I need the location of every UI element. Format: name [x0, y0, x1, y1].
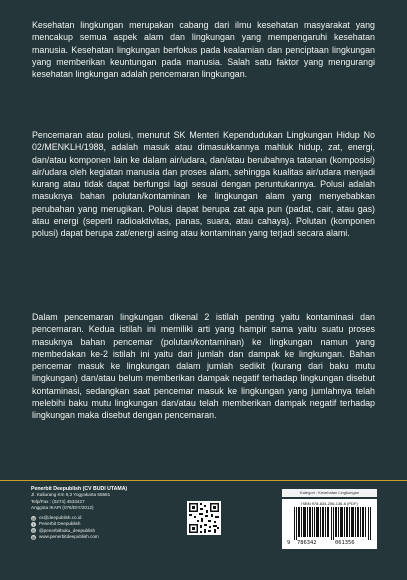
publisher-info [31, 486, 191, 540]
paragraph-terms: Dalam pencemaran lingkungan dikenal 2 istilah penting yaitu kontaminasi dan pencemaran. Kedua istilah ini memiliki arti yang hampir sama yaitu suatu proses masuknya bahan pencemar (polutan/kontaminan) ke lingkungan namun yang membedakan ke-2 istilah ini yaitu dari jumlah dan dampak ke lingkungan. Bahan pencemar masuk ke lingkungan dalam jumlah sedikit (kurang dari baku mutu lingkungan) dan/atau belum memberikan dampak negatif terhadap lingkungan disebut kontaminasi, sedangkan saat pencemar masuk ke lingkungan yang jumlahnya telah melebihi baku mutu lingkungan dan/atau telah memberikan dampak negatif terhadap lingkungan maka disebut dengan pencemaran. [32, 312, 375, 421]
accent-divider [0, 480, 407, 481]
publisher-website-row [31, 534, 191, 540]
barcode-digits-left: 786342 [297, 540, 317, 546]
email-icon: @ [31, 515, 36, 521]
publisher-ikapi: Anggota IKAPI (076/DIY/2012) [31, 504, 94, 510]
category-label: Kategori : Kesehatan Lingkungan [282, 489, 377, 497]
isbn-text: ISBN 978-634-206-136-6 (PDF) [301, 501, 358, 506]
barcode-digits-right: 061356 [335, 540, 355, 546]
instagram-icon: ◎ [31, 528, 36, 534]
publisher-instagram: @penerbitbuku_deepublish [39, 527, 96, 533]
publisher-phone: Telp/Fax : (0274) 4533427 [31, 498, 85, 504]
qr-code-icon [187, 501, 221, 535]
barcode-digit-first: 9 [287, 540, 291, 546]
paragraph-intro: Kesehatan lingkungan merupakan cabang dari ilmu kesehatan masyarakat yang mencakup semua aspek alam dan lingkungan yang mempengaruhi kesehatan manusia. Kesehatan lingkungan berfokus pada kealamian dan penciptaan lingkungan yang memberikan keuntungan pada manusia. Salah satu faktor yang mengurangi kesehatan lingkungan adalah pencemaran lingkungan. [32, 20, 375, 80]
isbn-barcode [282, 499, 377, 549]
publisher-address: Jl. Kaliurang Km 9,3 Yogyakarta 55581 [31, 492, 111, 498]
barcode-icon [294, 507, 372, 540]
paragraph-definition: Pencemaran atau polusi, menurut SK Menteri Kependudukan Lingkungan Hidup No 02/MENKLH/1988, adalah masuk atau dimasukkannya mahluk hidup, zat, energi, dan/atau komponen lain ke dalam air/udara, dan/atau berubahnya tatanan (komposisi) air/udara oleh kegiatan manusia dan proses alam, sehingga kualitas air/udara menjadi kurang atau tidak dapat berfungsi lagi sesuai dengan peruntukannya. Polusi adalah masuknya bahan polutan/kontaminan ke lingkungan alam yang menyebabkan perubahan yang merugikan. Polusi dapat berupa zat apa pun (padat, cair, atau gas) atau energi (seperti radioaktivitas, panas, suara, atau cahaya). Polutan (komponen polusi) dapat berupa zat/energi asing atau kontaminan yang terjadi secara alami. [32, 130, 375, 239]
publisher-facebook: Penerbit Deepublish [39, 521, 81, 527]
publisher-email: cs@deepublish.co.id [39, 515, 82, 521]
publisher-website: www.penerbitdeepublish.com [39, 534, 99, 540]
publisher-name: Penerbit Deepublish (CV BUDI UTAMA) [31, 486, 128, 492]
globe-icon: ◍ [31, 534, 36, 540]
facebook-icon: f [32, 522, 35, 528]
